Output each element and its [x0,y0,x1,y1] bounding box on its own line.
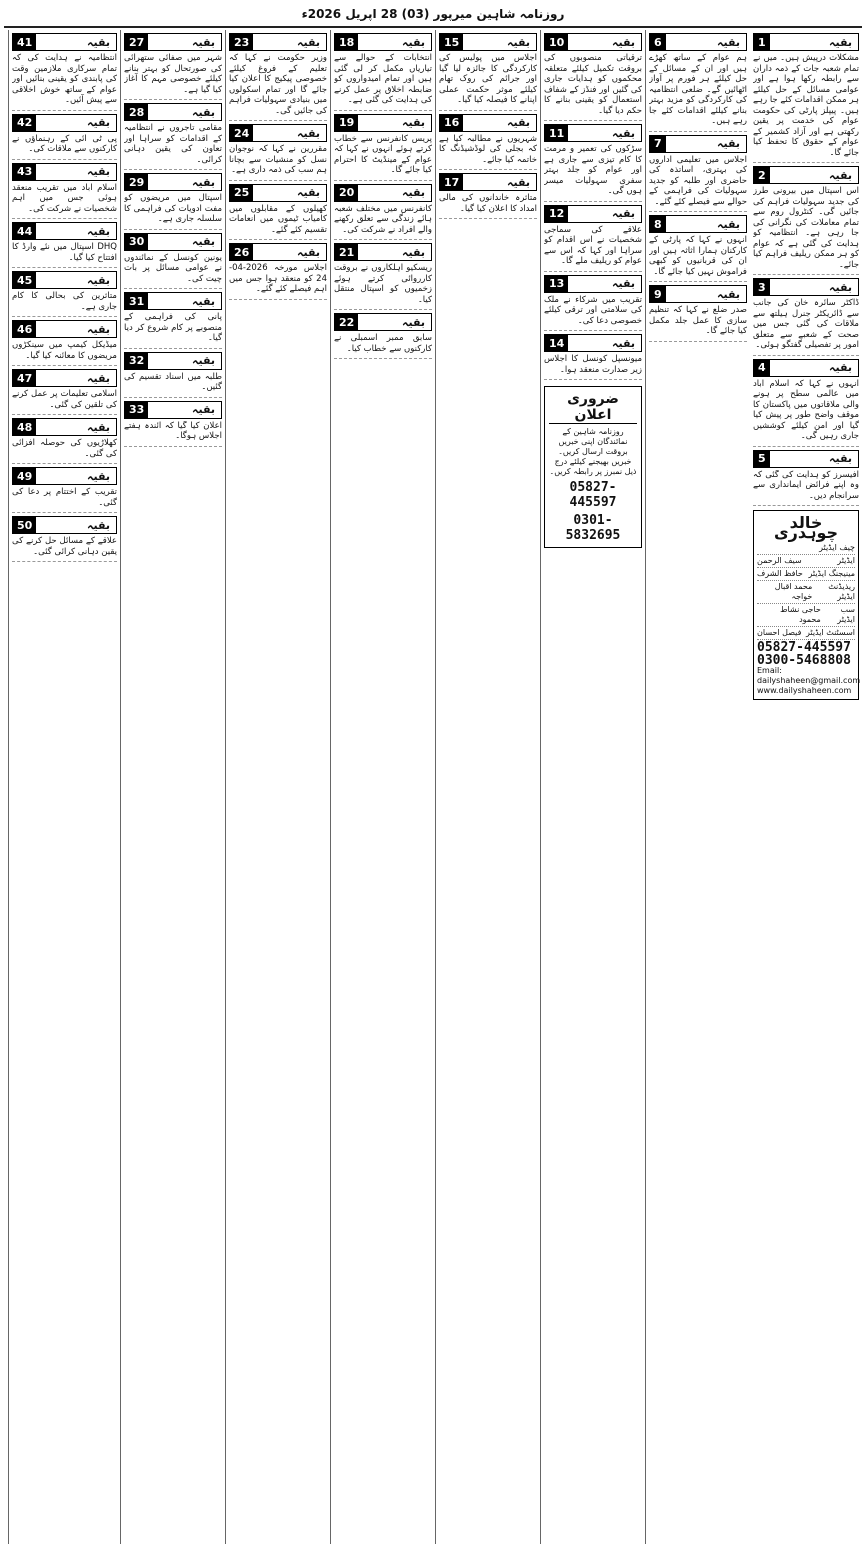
story-text: تقریب کے اختتام پر دعا کی گئی۔ [12,487,117,508]
continuation-tag [753,450,859,468]
story [439,33,537,106]
staff-role: اسسٹنٹ ایڈیٹر [806,628,855,637]
continuation-label: بقیہ [192,35,215,49]
story [124,33,222,95]
story [649,215,747,277]
continuation-label: بقیہ [829,280,852,294]
story-number: 50 [13,517,36,533]
continuation-tag [124,233,222,251]
staff-role: ایڈیٹر [837,556,855,565]
continuation-tag [12,163,117,181]
masthead-phone: 05827-445597 [757,640,851,655]
story-number: 1 [754,34,770,50]
story-text: صدر ضلع نے کہا کہ تنظیم سازی کا عمل جلد مکمل کیا جائے گا۔ [649,305,747,336]
divider [229,239,327,240]
staff-role: مینیجنگ ایڈیٹر [808,569,855,578]
story [753,33,859,158]
continuation-tag [12,33,117,51]
continuation-label: بقیہ [402,35,425,49]
story-text: اسپتال میں مریضوں کو مفت ادویات کی فراہمی کا سلسلہ جاری ہے۔ [124,193,222,224]
divider [12,414,117,415]
continuation-tag [124,103,222,121]
continuation-label: بقیہ [192,235,215,248]
staff-role: ریذیڈنٹ ایڈیٹر [828,582,855,601]
continuation-tag [649,33,747,51]
divider [544,271,642,272]
divider [544,379,642,380]
story [649,33,747,127]
continuation-label: بقیہ [507,175,530,189]
continuation-tag [124,33,222,51]
story-text: یونین کونسل کے نمائندوں نے عوامی مسائل پر بات چیت کی۔ [124,252,222,284]
continuation-label: بقیہ [192,354,215,367]
divider [124,397,222,398]
continuation-tag [753,33,859,51]
story-text: علاقے کے مسائل حل کرنے کی یقین دہانی کرائی گئی۔ [12,536,117,557]
page-title: روزنامہ شاہین میرپور (03) 28 اپریل 2026ء [301,7,565,21]
divider [124,446,222,447]
story-text: آفیسرز کو ہدایت کی گئی کہ وہ اپنے فرائض ایمانداری سے سرانجام دیں۔ [753,469,859,501]
continuation-tag [753,278,859,296]
story-text: اس اسپتال میں بیرونی طرز کی جدید سہولیات فراہم کی جائیں گی۔ کنٹرول روم سے تمام معاملات کی نگرانی کی جا رہی ہے۔ انتظامیہ کو ہدایت کی گئی ہے کہ عوام کو ہر ممکن ریلیف فراہم کیا جائے۔ [753,186,859,270]
continuation-tag [12,467,117,485]
continuation-label: بقیہ [829,35,852,49]
story-text: ترقیاتی منصوبوں کی بروقت تکمیل کیلئے متعلقہ محکموں کو ہدایات جاری کی گئیں اور فنڈز کے شفاف استعمال کو یقینی بنانے کا حکم دیا گیا۔ [544,53,642,116]
divider [544,201,642,202]
story [229,184,327,236]
continuation-tag [649,215,747,233]
story [12,114,117,155]
continuation-tag [12,369,117,387]
divider [229,120,327,121]
masthead-title: خالد چوہدری [773,513,839,542]
divider [753,446,859,447]
divider [439,110,537,111]
story-text: ریسکیو اہلکاروں نے بروقت کارروائی کرتے ہوئے زخمیوں کو اسپتال منتقل کیا۔ [334,263,432,305]
story-text: انہوں نے کہا کہ اسلام آباد میں عالمی سطح پر ہونے والی ملاقاتوں میں پاکستان کا موقف واضح طور پر پیش کیا گیا اور امن کیلئے کوششیں جاری رہیں گی۔ [753,378,859,441]
story [439,173,537,214]
continuation-label: بقیہ [87,224,110,238]
continuation-tag [334,114,432,132]
staff-name: حاجی نشاط محمود [780,605,821,624]
divider [334,358,432,359]
continuation-label: بقیہ [717,137,740,150]
column-1 [750,30,862,1544]
continuation-label: بقیہ [612,207,635,220]
story-number: 9 [650,286,666,302]
column-8 [8,30,120,1544]
story-text: متاثرہ خاندانوں کی مالی امداد کا اعلان کیا گیا۔ [439,193,537,214]
story-number: 45 [13,272,36,288]
divider [12,561,117,562]
story [12,467,117,508]
story-text: DHQ اسپتال میں نئے وارڈ کا افتتاح کیا گیا۔ [12,242,117,263]
story-text: اجلاس مورخہ 2026-04-24 کو منعقد ہوا جس میں اہم فیصلے کئے گئے۔ [229,263,327,294]
divider [12,218,117,219]
story-number: 49 [13,468,36,484]
continuation-label: بقیہ [612,35,635,49]
story-number: 17 [440,174,463,190]
story-text: میونسپل کونسل کا اجلاس زیر صدارت منعقد ہوا۔ [544,354,642,375]
continuation-tag [544,124,642,142]
notice-title: ضروری اعلان [549,391,637,424]
story-text: مقررین نے کہا کہ نوجوان نسل کو منشیات سے بچانا ہم سب کی ذمہ داری ہے۔ [229,144,327,175]
continuation-label: بقیہ [402,245,425,259]
continuation-tag [439,114,537,132]
story-number: 19 [335,115,358,131]
masthead-box [753,510,859,700]
story-number: 47 [13,370,36,386]
story [229,243,327,295]
divider [649,341,747,342]
story-number: 33 [125,402,148,418]
continuation-tag [544,275,642,293]
continuation-label: بقیہ [192,175,215,189]
story-number: 20 [335,185,358,201]
masthead-row [757,555,855,568]
story [544,334,642,375]
story [649,285,747,337]
story-number: 32 [125,353,148,369]
continuation-tag [12,320,117,338]
divider [124,169,222,170]
continuation-label: بقیہ [192,403,215,416]
story-number: 2 [754,167,770,183]
staff-role: سب ایڈیٹر [837,605,855,624]
story-number: 21 [335,244,358,260]
divider [229,299,327,300]
masthead-email: Email: dailyshaheen@gmail.com www.dailyshaheen.com [757,666,861,695]
story-number: 27 [125,34,148,50]
story-number: 7 [650,136,666,152]
page-header [4,2,862,28]
story-text: مشکلات درپیش ہیں۔ میں نے تمام شعبہ جات کے ذمہ داران سے رابطہ رکھا ہوا ہے اور عوامی مسائل کے حل کیلئے ہر ممکن اقدامات کئے جا رہے ہیں۔ پیپلز پارٹی کی حکومت عوام کی خدمت پر یقین رکھتی ہے اور آزاد کشمیر کے عوام کے حقوق کا تحفظ کیا جائے گا۔ [753,53,859,158]
story [544,124,642,197]
story [753,166,859,270]
divider [544,120,642,121]
story [544,33,642,116]
continuation-tag [334,184,432,202]
divider [124,229,222,230]
story-number: 28 [125,104,148,120]
divider [124,348,222,349]
staff-name: فیصل احسان [757,628,802,637]
continuation-label: بقیہ [87,165,110,178]
story-number: 42 [13,115,36,131]
story [229,124,327,176]
story-text: پانی کی فراہمی کے منصوبے پر کام شروع کر دیا گیا۔ [124,312,222,343]
story-text: ہم عوام کے ساتھ کھڑے ہیں اور ان کے مسائل کے حل کیلئے ہر فورم پر آواز اٹھائیں گے۔ ضلعی انتظامیہ کی کارکردگی کو مزید بہتر بنانے کیلئے اقدامات کئے جا رہے ہیں۔ [649,53,747,126]
story-number: 26 [230,244,253,260]
divider [334,180,432,181]
story-text: علاقے کی سماجی شخصیات نے اس اقدام کو سراہا اور کہا کہ اس سے عوام کو ریلیف ملے گا۔ [544,224,642,266]
story [753,450,859,502]
continuation-label: بقیہ [87,116,110,129]
story-text: اسلامی تعلیمات پر عمل کرنے کی تلقین کی گئی۔ [12,389,117,410]
story-text: شہر میں صفائی ستھرائی کی صورتحال کو بہتر بنانے کیلئے خصوصی مہم کا آغاز کیا گیا ہے۔ [124,53,222,95]
story-text: سابق ممبر اسمبلی نے کارکنوں سے خطاب کیا۔ [334,333,432,354]
story-text: وزیر حکومت نے کہا کہ تعلیم کے فروغ کیلئے خصوصی پیکیج کا اعلان کیا جائے گا اور تمام اسکولوں میں بنیادی سہولیات فراہم کی جائیں گی۔ [229,53,327,116]
story [334,313,432,354]
story-number: 8 [650,216,666,232]
continuation-tag [334,313,432,331]
continuation-label: بقیہ [87,35,110,49]
story-text: انہوں نے کہا کہ پارٹی کے کارکنان ہمارا اثاثہ ہیں اور ان کی قربانیوں کو کبھی فراموش نہیں کیا جائے گا۔ [649,235,747,277]
continuation-tag [649,135,747,153]
continuation-label: بقیہ [192,294,215,308]
divider [753,355,859,356]
continuation-label: بقیہ [87,469,110,483]
divider [12,365,117,366]
story [753,278,859,351]
continuation-tag [544,33,642,51]
divider [649,281,747,282]
story-number: 16 [440,115,463,131]
notice-box [544,386,642,548]
continuation-label: بقیہ [402,186,425,199]
continuation-label: بقیہ [829,452,852,465]
continuation-label: بقیہ [612,126,635,140]
story-text: تقریب میں شرکاء نے ملک کی سلامتی اور ترقی کیلئے خصوصی دعا کی۔ [544,294,642,326]
divider [334,110,432,111]
divider [439,169,537,170]
continuation-label: بقیہ [297,245,320,259]
divider [753,162,859,163]
divider [649,131,747,132]
story-number: 3 [754,279,770,295]
story [649,135,747,208]
column-3 [540,30,645,1544]
story [124,103,222,165]
story-number: 22 [335,314,358,330]
continuation-label: بقیہ [402,116,425,129]
divider [753,274,859,275]
notice-phone: 05827-445597 [569,480,617,510]
continuation-tag [124,352,222,370]
continuation-tag [334,243,432,261]
story-text: میڈیکل کیمپ میں سینکڑوں مریضوں کا معائنہ کیا گیا۔ [12,340,117,361]
story [544,275,642,327]
story-text: انتخابات کے حوالے سے تیاریاں مکمل کر لی گئی ہیں اور تمام امیدواروں کو ضابطہ اخلاق پر عمل کرنے کی ہدایت کی گئی ہے۔ [334,53,432,105]
column-5 [330,30,435,1544]
divider [12,110,117,111]
story-number: 13 [545,276,568,292]
story-number: 23 [230,34,253,50]
story [124,352,222,393]
story-number: 43 [13,164,36,180]
story-number: 5 [754,451,770,467]
story-number: 6 [650,34,666,50]
continuation-label: بقیہ [402,315,425,329]
story [439,114,537,166]
story-text: مقامی تاجروں نے انتظامیہ کے اقدامات کو سراہا اور تعاون کی یقین دہانی کرائی۔ [124,123,222,165]
continuation-tag [544,205,642,223]
story [12,33,117,106]
continuation-label: بقیہ [829,361,852,374]
story-number: 41 [13,34,36,50]
story-number: 15 [440,34,463,50]
continuation-tag [649,285,747,303]
notice-text: روزنامہ شاہین کے نمائندگان اپنی خبریں بروقت ارسال کریں۔ خبریں بھیجنے کیلئے درج ذیل نمبرز پر رابطہ کریں۔ [549,427,637,476]
continuation-label: بقیہ [87,518,110,532]
story [12,369,117,410]
story-text: اجلاس میں پولیس کی کارکردگی کا جائزہ لیا گیا اور جرائم کی روک تھام کیلئے موثر حکمت عملی اپنانے کا فیصلہ کیا گیا۔ [439,53,537,105]
continuation-tag [229,243,327,261]
masthead-row [757,604,855,627]
continuation-tag [439,173,537,191]
story [12,320,117,361]
staff-name: سیف الرحمن [757,556,802,565]
continuation-label: بقیہ [717,287,740,301]
divider [12,267,117,268]
newspaper-page [4,2,862,1548]
story-number: 10 [545,34,568,50]
masthead-phone: 0300-5468808 [757,653,851,668]
story-text: کھلاڑیوں کی حوصلہ افزائی کی گئی۔ [12,438,117,459]
continuation-tag [12,271,117,289]
continuation-tag [753,359,859,377]
story-number: 12 [545,206,568,222]
story [124,233,222,285]
continuation-tag [12,114,117,132]
story [544,205,642,267]
continuation-tag [334,33,432,51]
continuation-label: بقیہ [717,35,740,49]
story-text: کانفرنس میں مختلف شعبہ ہائے زندگی سے تعلق رکھنے والے افراد نے شرکت کی۔ [334,203,432,235]
continuation-tag [124,292,222,310]
story-text: متاثرین کی بحالی کا کام جاری ہے۔ [12,291,117,312]
continuation-label: بقیہ [192,105,215,119]
divider [229,180,327,181]
continuation-label: بقیہ [507,116,530,129]
story-number: 30 [125,234,148,250]
continuation-label: بقیہ [829,168,852,182]
story-text: شہریوں نے مطالبہ کیا ہے کہ بجلی کی لوڈشیڈنگ کا خاتمہ کیا جائے۔ [439,133,537,165]
continuation-tag [229,124,327,142]
story-text: اجلاس میں تعلیمی اداروں کی بہتری، اساتذہ کی حاضری اور طلبہ کو جدید سہولیات کی فراہمی کے حوالے سے فیصلے کئے گئے۔ [649,154,747,207]
story [124,173,222,225]
continuation-tag [544,334,642,352]
column-7 [120,30,225,1544]
continuation-tag [124,401,222,419]
continuation-label: بقیہ [87,322,110,336]
continuation-label: بقیہ [507,35,530,49]
continuation-label: بقیہ [612,277,635,290]
story-text: سڑکوں کی تعمیر و مرمت کا کام تیزی سے جاری ہے اور عوام کو جلد بہتر سفری سہولیات میسر ہوں گی۔ [544,144,642,196]
story-text: کھیلوں کے مقابلوں میں کامیاب ٹیموں میں انعامات تقسیم کئے گئے۔ [229,203,327,235]
story-text: اسلام آباد میں تقریب منعقد ہوئی جس میں اہم شخصیات نے شرکت کی۔ [12,182,117,214]
story-number: 25 [230,185,253,201]
divider [334,239,432,240]
story [12,516,117,557]
story [334,243,432,305]
continuation-label: بقیہ [717,217,740,231]
story-number: 29 [125,174,148,190]
story [753,359,859,442]
story-text: ڈاکٹر سائرہ خان کی جانب سے ڈائریکٹر جنرل ہیلتھ سے ملاقات کی گئی جس میں صحت کے شعبے سے متعلق امور پر تفصیلی گفتگو ہوئی۔ [753,298,859,350]
continuation-label: بقیہ [297,126,320,140]
continuation-tag [12,222,117,240]
continuation-tag [12,418,117,436]
divider [12,159,117,160]
continuation-tag [229,184,327,202]
story [12,271,117,312]
divider [124,99,222,100]
column-4 [435,30,540,1544]
divider [124,288,222,289]
story [229,33,327,116]
masthead-row [757,542,855,555]
masthead-row [757,568,855,581]
story-number: 14 [545,335,568,351]
continuation-tag [753,166,859,184]
masthead-row [757,627,855,640]
divider [439,218,537,219]
story-number: 44 [13,223,36,239]
staff-name: محمد اقبال خواجہ [774,582,813,601]
continuation-tag [439,33,537,51]
divider [12,512,117,513]
story-text: طلبہ میں اسناد تقسیم کی گئیں۔ [124,371,222,392]
story [12,418,117,459]
staff-role: چیف ایڈیٹر [819,543,855,552]
masthead-row [757,581,855,604]
story-text: پریس کانفرنس سے خطاب کرتے ہوئے انہوں نے کہا کہ عوام کے مینڈیٹ کا احترام کیا جائے گا۔ [334,133,432,175]
story [12,163,117,215]
continuation-label: بقیہ [87,273,110,287]
story-number: 11 [545,125,568,141]
notice-phone: 0301-5832695 [565,513,621,543]
column-6 [225,30,330,1544]
story-text: اعلان کیا گیا کہ آئندہ ہفتے اجلاس ہوگا۔ [124,420,222,441]
column-2 [645,30,750,1544]
divider [544,330,642,331]
continuation-label: بقیہ [87,420,110,434]
story [334,33,432,106]
story [12,222,117,263]
divider [649,211,747,212]
continuation-label: بقیہ [612,336,635,350]
divider [753,505,859,506]
continuation-label: بقیہ [297,35,320,49]
continuation-tag [12,516,117,534]
story [124,292,222,344]
story-text: پی ٹی آئی کے رہنماؤں نے کارکنوں سے ملاقات کی۔ [12,133,117,154]
staff-name: حافظ الشرف [757,569,803,578]
story-number: 18 [335,34,358,50]
story-number: 48 [13,419,36,435]
divider [12,463,117,464]
continuation-label: بقیہ [297,186,320,199]
story-number: 4 [754,360,770,376]
divider [12,316,117,317]
story-number: 46 [13,321,36,337]
story-text: انتظامیہ نے ہدایت کی کہ تمام سرکاری ملازمین وقت کی پابندی کو یقینی بنائیں اور عوام کے ساتھ خوش اخلاقی سے پیش آئیں۔ [12,53,117,105]
story-number: 31 [125,293,148,309]
story [334,114,432,176]
story-number: 24 [230,125,253,141]
continuation-tag [229,33,327,51]
story [124,401,222,442]
story [334,184,432,236]
continuation-label: بقیہ [87,371,110,385]
continuation-tag [124,173,222,191]
divider [334,309,432,310]
